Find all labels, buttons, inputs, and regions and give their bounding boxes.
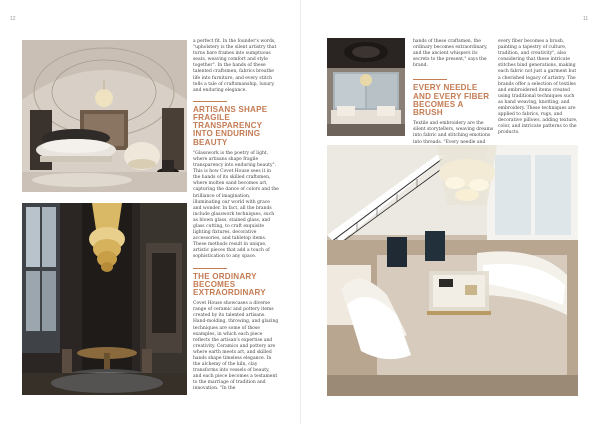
heading-every-needle: EVERY NEEDLE AND EVERY FIBER BECOMES A BRUSH	[413, 83, 490, 118]
bedroom-photo	[22, 40, 187, 192]
left-text-column	[193, 39, 279, 393]
heading-artisans-glass: ARTISANS SHAPE FRAGILE TRANSPARENCY INTO ENDURING BEAUTY	[193, 104, 268, 147]
glasswork-paragraph: "Glasswork is the poetry of light, where artisans shape fragile transparency into enduring beauty". This is how Covet House sees it in the hands of its skilled craftsmen, where molten sand becomes art, capturing the dance of colors and the brilliance of imagination, illuminating our world with grace and wonder. In fact, all the brands include glasswork techniques, such as blown glass, stained glass, and glass cutting, to craft exquisite lighting fixtures, decorative accessories, and tabletop items. These methods result in unique, artistic pieces that add a touch of sophistication to any space.	[193, 150, 279, 260]
page-number-left: 12	[10, 16, 16, 22]
textile-paragraph: Textile and embroidery are the silent storytellers, weaving dreams into fabric and stitching emotions into threads. "Every needle and	[413, 121, 494, 145]
right-intro-paragraph: hands of these craftsmen, the ordinary becomes extraordinary, and the ancient whispers its secrets to the present," says the brand.	[413, 39, 488, 69]
heading-rule	[193, 101, 227, 102]
right-text-column-1	[413, 39, 495, 146]
heading-ordinary-extraordinary: THE ORDINARY BECOMES EXTRAORDINARY	[193, 271, 266, 297]
ceramics-paragraph: Covet House showcases a diverse range of ceramic and pottery items created by its talented artisans. Hand-molding, throwing, and glazing techniques are some of those examples, in which each piece reflects the artisan's expertise and creativity. Ceramics and pottery are where earth meets art, and skilled hands shape timeless elegance. In the alchemy of the kiln, clay transforms into vessels of beauty, and each piece becomes a testament to the marriage of tradition and innovation. "In the	[193, 301, 279, 392]
dining-room-photo	[22, 203, 187, 395]
heading-rule	[193, 268, 227, 269]
large-living-room-photo	[327, 145, 578, 396]
living-room-photo	[327, 38, 405, 136]
textile-continued-paragraph: every fiber becomes a brush, painting a tapestry of culture, tradition, and creativity", also considering that these intricate stitches bind generations, making each fabric not just a garment but a cherished legacy of artistry. The brands offer a selection of textiles and embroidered items created using traditional techniques such as hand weaving, knotting, and embroidery. These techniques are applied to fabrics, rugs, and decorative pillows, adding texture, color, and intricate patterns to the products.	[498, 39, 578, 136]
left-intro-paragraph: a perfect fit. In the founder's words, "upholstery is the silent artistry that turns bare frames into sumptuous seats, weaving comfort and style together". In the hands of these talented craftsmen, fabrics breathe life into furniture, and every stitch tells a tale of craftsmanship, luxury, and enduring elegance.	[193, 39, 277, 93]
right-text-column-2	[498, 39, 580, 137]
heading-rule	[413, 79, 447, 80]
page-number-right: 11	[583, 16, 589, 22]
page-gutter	[300, 0, 301, 424]
